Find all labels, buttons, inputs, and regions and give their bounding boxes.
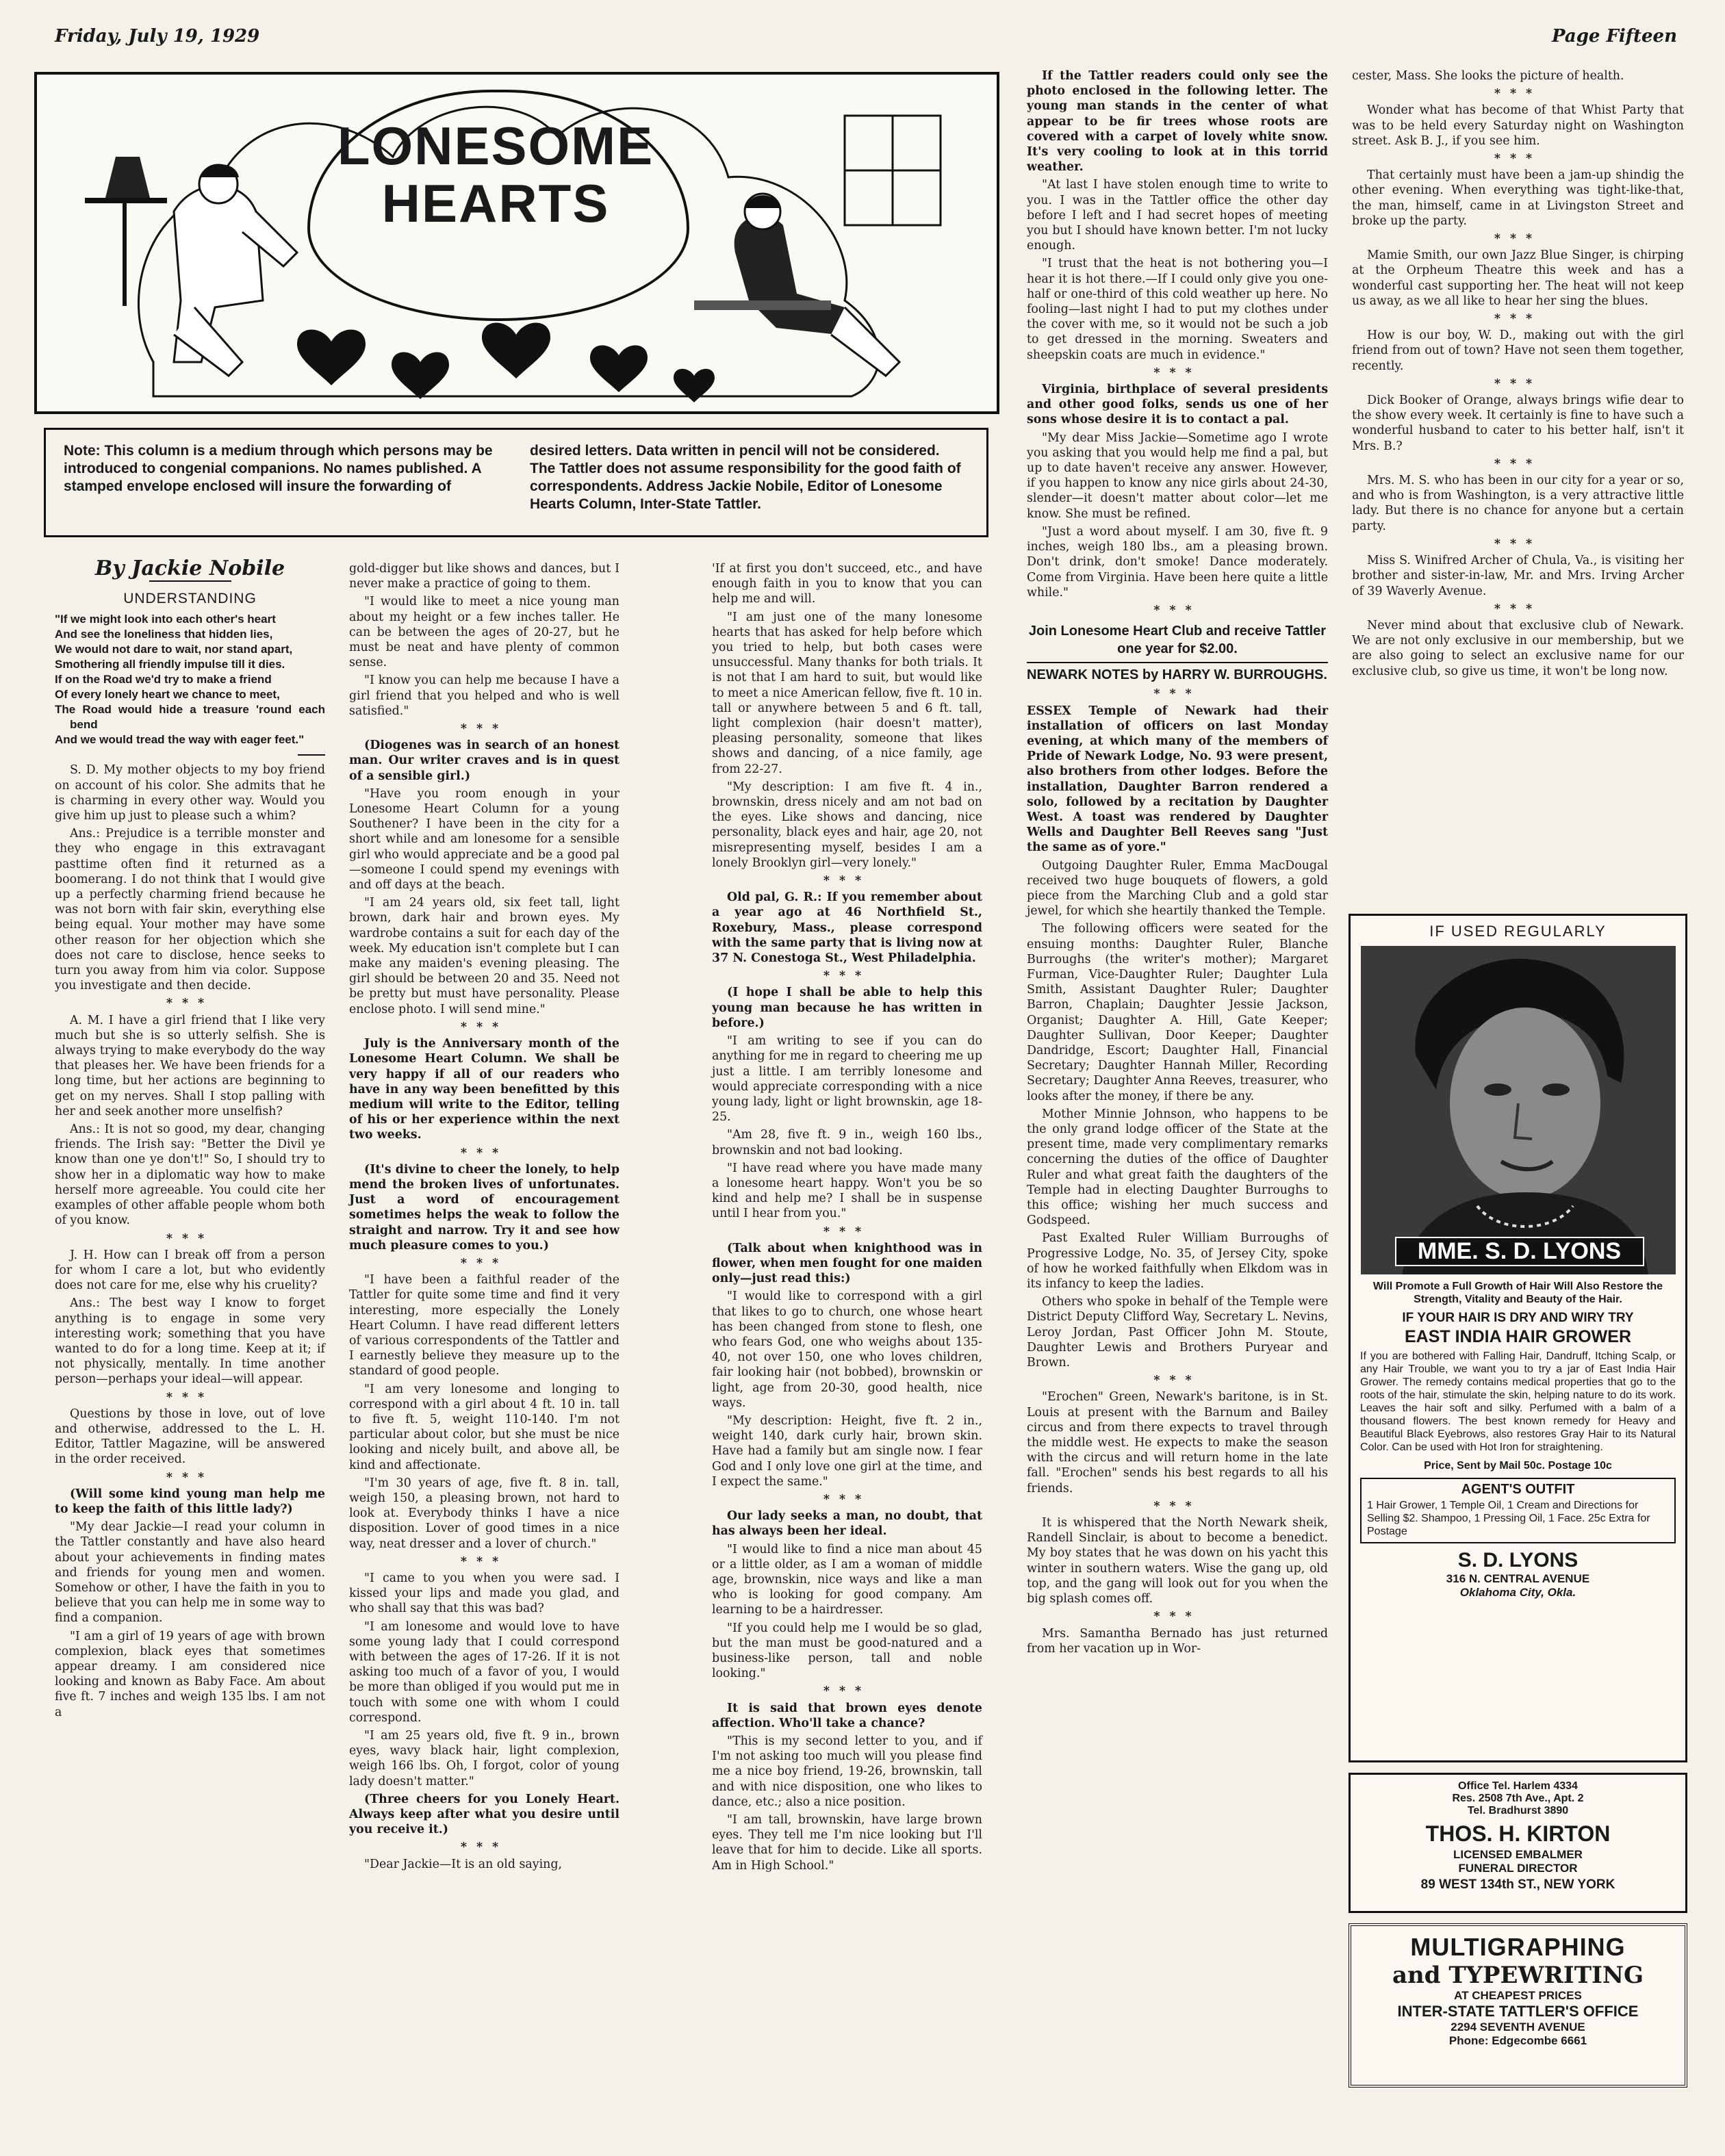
paragraph: cester, Mass. She looks the picture of health. xyxy=(1352,69,1624,83)
paragraph: Outgoing Daughter Ruler, Emma MacDougal received two huge bouquets of flowers, a gold piece from the Marching Club and a gold star jewel, for which she heartily thanked the Temple. xyxy=(1027,858,1328,919)
ad-try-line: IF YOUR HAIR IS DRY AND WIRY TRY xyxy=(1402,1311,1634,1325)
paragraph: "I am 25 years old, five ft. 9 in., brown eyes, wavy black hair, light complexion, weigh 166 lbs. Oh, I forgot, color of young lady doesn't matter." xyxy=(349,1729,619,1788)
paragraph: Ans.: The best way I know to forget anything is to engage in some very interesting work; something that you have wanted to do for a long time. Keep at it; if not physically, mentally. In time another person—perhaps your ideal—will appear. xyxy=(55,1296,325,1387)
separator: *** xyxy=(823,1492,871,1506)
paragraph: Old pal, G. R.: If you remember about a year ago at 46 Northfield St., Roxebury, Mass., please correspond with the same party that is living now at 37 N. Conestoga St., West Philadelphia. xyxy=(712,890,982,966)
poem-line: If on the Road we'd try to make a friend xyxy=(55,673,272,686)
note-left: Note: This column is a medium through which persons may be introduced to congenial companions. No names published. A stamped envelope enclosed will insure the forwarding of xyxy=(64,443,493,494)
paragraph: "Dear Jackie—It is an old saying, xyxy=(364,1857,563,1871)
price-line: AT CHEAPEST PRICES xyxy=(1454,1989,1582,2002)
paragraph: S. D. My mother objects to my boy friend on account of his color. She admits that he is charming in every other way. Would you give him up just to please such a whim? xyxy=(55,763,325,823)
service-1: MULTIGRAPHING xyxy=(1410,1933,1626,1961)
title-line: FUNERAL DIRECTOR xyxy=(1458,1862,1578,1875)
separator: *** xyxy=(1494,152,1542,166)
paragraph: J. H. How can I break off from a person for whom I care a lot, but who evidently does not care for me, else why his cruelity? xyxy=(55,1248,325,1293)
paragraph: Our lady seeks a man, no doubt, that has always been her ideal. xyxy=(712,1509,982,1539)
paragraph: (It's divine to cheer the lonely, to help mend the broken lives of unfortunates. Just a word of encouragement sometimes helps the weak to follow the straight and narrow. Try it and see how much pleasure comes to you.) xyxy=(349,1162,619,1253)
paragraph: July is the Anniversary month of the Lonesome Heart Column. We shall be very happy if all of our readers who have in any way been benefitted by this medium will write to the Editor, telling of his or her experience within the next two weeks. xyxy=(349,1037,619,1142)
paragraph: "This is my second letter to you, and if I'm not asking too much will you please find me a nice boy friend, 19-26, brownskin, tall and with nice disposition, one who likes to dance, etc.; also a nice position. xyxy=(712,1734,982,1809)
title-line-2: HEARTS xyxy=(381,173,610,233)
name-plate: MME. S. D. LYONS xyxy=(1395,1237,1644,1266)
paragraph: "I'm 30 years of age, five ft. 8 in. tall, weigh 150, a pleasing brown, not hard to look at. Everybody thinks I have a nice disposition. Lover of good times in a nice way, neat dresser and a lover of church." xyxy=(349,1476,619,1551)
rule xyxy=(1027,662,1328,663)
paragraph: Virginia, birthplace of several presidents and other good folks, sends us one of her sons whose desire it is to contact a pal. xyxy=(1027,383,1328,427)
paragraph: "I would like to meet a nice young man about my height or a few inches taller. He can be between the ages of 20-27, but he must be neat and have plenty of common sense. xyxy=(349,595,619,670)
page-number: Page Fifteen xyxy=(1552,26,1677,47)
ad-signature: S. D. LYONS xyxy=(1457,1549,1579,1571)
paragraph: How is our boy, W. D., making out with the girl friend from out of town? Have not seen them together, recently. xyxy=(1352,329,1684,373)
separator: *** xyxy=(460,1554,509,1569)
paragraph: "I would like to find a nice man about 45 or a little older, as I am a woman of middle age, brownskin, nice ways and like a man who is looking for good company. Am learning to be a hairdresser. xyxy=(712,1542,982,1617)
agent-outfit-body: 1 Hair Grower, 1 Temple Oil, 1 Cream and Directions for Selling $2. Shampoo, 1 Pressing Oil, 1 Face. 25c Extra for Postage xyxy=(1367,1500,1650,1537)
byline-rule xyxy=(149,580,231,582)
column-5 xyxy=(1352,68,1684,682)
poem-line: We would not dare to wait, nor stand apart, xyxy=(55,643,293,656)
lonesome-hearts-banner xyxy=(34,72,999,414)
ad-address-1: 316 N. CENTRAL AVENUE xyxy=(1446,1572,1590,1585)
paragraph: "My description: I am five ft. 4 in., brownskin, dress nicely and am not bad on the eyes. Like shows and dancing, nice personality, black eyes and hair, age 20, not misrepresenting myself, besides I am a lonely Brooklyn girl—very lonely." xyxy=(712,780,982,870)
paragraph: The following officers were seated for the ensuing months: Daughter Ruler, Blanche Burroughs (the writer's mother); Margaret Furman, Vice-Daughter Ruler; Daughter Lula Smith, Assistant Daughter Ruler; Daughter Barron, Chaplain; Daughter Jessie Jackson, Organist; Daughter A. Hill, Gate Keeper; Daughter Sullivan, Door Keeper; Daughter Dandridge, Escort; Daughter Hall, Financial Secretary; Daughter Hannah Miller, Recording Secretary; Daughter Anna Reeves, treasurer, who looks after the money, if there be any. xyxy=(1027,922,1328,1103)
office-address: 2294 SEVENTH AVENUE xyxy=(1451,2020,1585,2033)
poem-title: UNDERSTANDING xyxy=(123,591,257,607)
paragraph: "I know you can help me because I have a girl friend that you helped and who is well satisfied." xyxy=(349,673,619,718)
product-name: EAST INDIA HAIR GROWER xyxy=(1404,1327,1632,1346)
separator: *** xyxy=(166,1390,214,1404)
multigraphing-advertisement xyxy=(1349,1923,1687,2088)
paragraph: "My dear Jackie—I read your column in the Tattler constantly and have also heard about your achievements in finding mates and friends for young men and women. Somehow or other, I have the faith in you to believe that you can help me in some way to find a companion. xyxy=(55,1520,325,1626)
paragraph: (Diogenes was in search of an honest man. Our writer craves and is in quest of a sensible girl.) xyxy=(349,739,619,783)
separator: *** xyxy=(1494,87,1542,101)
paragraph: Mother Minnie Johnson, who happens to be the only grand lodge officer of the State at the present time, made very complimentary remarks concerning the duties of the office of Daughter Ruler and what great faith the daughters of the Temple had in electing Daughter Burroughs to this office; wishing her much success and Godspeed. xyxy=(1027,1107,1328,1228)
separator: *** xyxy=(1153,603,1201,617)
paragraph: Past Exalted Ruler William Burroughs of Progressive Lodge, No. 35, of Jersey City, spoke of how he worked faithfully when Elkdom was in its infancy to keep the ladies. xyxy=(1027,1231,1328,1292)
poem-line: "If we might look into each other's heart xyxy=(55,613,276,626)
poem xyxy=(55,612,325,747)
separator: *** xyxy=(1494,537,1542,551)
paragraph: "If you could help me I would be so glad, but the man must be good-natured and a business-like person, tall and noble looking." xyxy=(712,1621,982,1681)
poem-line: The Road would hide a treasure 'round each bend xyxy=(55,703,325,732)
office-phone: Phone: Edgecombe 6661 xyxy=(1448,2034,1587,2047)
hair-grower-advertisement xyxy=(1349,914,1687,1762)
separator: *** xyxy=(166,1231,214,1246)
paragraph: Others who spoke in behalf of the Temple were District Deputy Clifford Way, Secretary L. Nevins, Leroy Jordan, Past Officer John M. Stoute, Daughter Lewis and Brothers Puryear and Brown. xyxy=(1027,1295,1328,1370)
paragraph: A. M. I have a girl friend that I like very much but she is so utterly selfish. She is always trying to make everybody do the way that pleases her. We have been friends for a long time, but her actions are beginning to get on my nerves. Shall I stop palling with her and seek another more unselfish? xyxy=(55,1013,325,1118)
director-address: 89 WEST 134th ST., NEW YORK xyxy=(1420,1877,1615,1892)
paragraph: "I am writing to see if you can do anything for me in regard to cheering me up just a little. I am terribly lonesome and would appreciate corresponding with a nice young lady, light or light brownskin, age 18-25. xyxy=(712,1034,982,1125)
office-phone: Office Tel. Harlem 4334 xyxy=(1458,1780,1578,1792)
funeral-director-advertisement xyxy=(1349,1773,1687,1913)
newark-notes-heading: NEWARK NOTES by HARRY W. BURROUGHS. xyxy=(1027,667,1327,683)
paragraph: (Talk about when knighthood was in flower, when men fought for one maiden only—just read this:) xyxy=(712,1241,982,1286)
paragraph: "My dear Miss Jackie—Sometime ago I wrote you asking that you would help me find a pal, but up to date haven't receive any answer. However, if you happen to know any nice girls about 24-30, slender—it doesn't matter about color—let me know. She must be refined. xyxy=(1027,431,1328,521)
residence-phone: Tel. Bradhurst 3890 xyxy=(1467,1805,1569,1817)
byline: By Jackie Nobile xyxy=(94,556,285,580)
paragraph: "I have read where you have made many a lonesome heart happy. Won't you be so kind and help me? I shall be in suspense until I hear from you." xyxy=(712,1161,982,1221)
paragraph: "Just a word about myself. I am 30, five ft. 9 inches, weigh 180 lbs., am a pleasing brown. Don't drink, don't smoke! Dance moderately. Come from Virginia. Have been here quite a little while." xyxy=(1027,524,1328,600)
service-2: and TYPEWRITING xyxy=(1392,1962,1644,1989)
separator: *** xyxy=(823,969,871,984)
ad-price: Price, Sent by Mail 50c. Postage 10c xyxy=(1424,1460,1612,1472)
paragraph: Mrs. M. S. who has been in our city for a year or so, and who is from Washington, is a very attractive little lady. But there is no chance for anyone but a certain party. xyxy=(1352,474,1684,533)
separator: *** xyxy=(1153,1374,1201,1388)
column-3 xyxy=(712,561,982,1876)
column-2 xyxy=(349,561,619,1875)
rule xyxy=(298,754,325,756)
paragraph: ESSEX Temple of Newark had their installation of officers on last Monday evening, at which many of the members of Pride of Newark Lodge, No. 93 were present, also brothers from other lodges. Before the installation, Daughter Barron rendered a solo, followed by a recitation by Daughter West. A toast was rendered by Daughter Wells and Daughter Bell Reeves sang "Just the same as of yore." xyxy=(1027,704,1328,855)
separator: *** xyxy=(460,1020,509,1034)
paragraph: "I am a girl of 19 years of age with brown complexion, black eyes that sometimes appear dreamy. I am considered nice looking and known as Baby Face. Am about five ft. 7 inches and weigh 135 lbs. I am not a xyxy=(55,1629,325,1719)
separator: *** xyxy=(460,1256,509,1270)
separator: *** xyxy=(1153,365,1201,380)
separator: *** xyxy=(1494,457,1542,471)
paragraph: It is whispered that the North Newark sheik, Randell Sinclair, is about to become a benedict. My boy states that he was down on his yacht this winter in southern waters. Wise the gang up, old top, and the gang will look out for you when the big splash comes off. xyxy=(1027,1516,1328,1606)
column-note-box xyxy=(44,428,988,537)
director-name: THOS. H. KIRTON xyxy=(1425,1821,1611,1846)
office-name: INTER-STATE TATTLER'S OFFICE xyxy=(1397,2003,1639,2020)
agent-outfit-box xyxy=(1360,1478,1676,1543)
separator: *** xyxy=(1494,602,1542,616)
separator: *** xyxy=(1494,376,1542,391)
separator: *** xyxy=(460,1146,509,1160)
paragraph: "Have you room enough in your Lonesome Heart Column for a young Southener? I have been in the city for a short while and am lonesome for a sensible girl who would appreciate and be a good pal—someone I could spend my evenings with and off days at the beach. xyxy=(349,786,619,893)
ad-body: If you are bothered with Falling Hair, Dandruff, Itching Scalp, or any Hair Trouble, we want you to try a jar of East India Hair Grower. The remedy contains medical properties that go to the roots of the hair, stimulate the skin, helping nature to do its work. Leaves the hair soft and silky. Perfumed with a balm of a thousand flowers. The best known remedy for Heavy and Beautiful Black Eyebrows, also restores Gray Hair to its Natural Color. Can be used with Hot Iron for straightening. xyxy=(1360,1350,1676,1453)
paragraph: "I am very lonesome and longing to correspond with a girl about 4 ft. 10 in. tall to five ft. 5, weight 110-140. I'm not particular about color, but she must be nice looking and nicely built, and above all, be kind and affectionate. xyxy=(349,1382,619,1472)
separator: *** xyxy=(1153,687,1201,702)
paragraph: Never mind about that exclusive club of Newark. We are not only exclusive in our membership, but we are also going to select an exclusive name for our exclusive club, so give us time, it won't be long now. xyxy=(1352,618,1684,678)
paragraph: Miss S. Winifred Archer of Chula, Va., is visiting her brother and sister-in-law, Mr. and Mrs. Irving Archer of 39 Waverly Avenue. xyxy=(1352,554,1684,598)
paragraph: "I would like to correspond with a girl that likes to go to church, one whose heart has been changed from stone to flesh, one who fears God, one who weighs about 135-40, not over 150, one who loves children, fair looking hair (not bobbed), brownskin or light, age from 20-30, good health, nice ways. xyxy=(712,1289,982,1410)
paragraph: "Erochen" Green, Newark's baritone, is in St. Louis at present with the Barnum and Bailey circus and from there expects to travel through the middle west. He expects to make the season with the circus and will return home in the late fall. "Erochen" sends his best regards to all his friends. xyxy=(1027,1390,1328,1496)
portrait-photo xyxy=(1361,946,1676,1274)
paragraph: "I am 24 years old, six feet tall, light brown, dark hair and brown eyes. My wardrobe contains a suit for each day of the week. My education isn't complete but I can make any maiden's evening pleasing. The girl should be between 20 and 35. Need not be pretty but must have personality. Please enclose photo. I will send mine." xyxy=(349,896,619,1016)
residence: Res. 2508 7th Ave., Apt. 2 xyxy=(1452,1793,1584,1804)
issue-date: Friday, July 19, 1929 xyxy=(55,26,260,47)
paragraph: Wonder what has become of that Whist Party that was to be held every Saturday night on Washington street. Ask B. J., if you see him. xyxy=(1352,103,1684,148)
separator: *** xyxy=(823,1224,871,1239)
paragraph: "I have been a faithful reader of the Tattler for quite some time and find it very interesting, more especially the Lonely Heart Column. I have read different letters of various correspondents of the Tattler and I earnestly believe they measure up to the standard of good people. xyxy=(349,1273,619,1378)
paragraph: gold-digger but like shows and dances, but I never make a practice of going to them. xyxy=(349,562,619,591)
paragraph: Dick Booker of Orange, always brings wifie dear to the show every week. It certainly is fine to have such a wonderful husband to cater to his better half, isn't it Mrs. B.? xyxy=(1352,394,1684,453)
license-line: LICENSED EMBALMER xyxy=(1453,1848,1583,1861)
paragraph: "I am tall, brownskin, have large brown eyes. They tell me I'm nice looking but I'll leave that for him to decide. Like all sports. Am in High School." xyxy=(712,1813,982,1873)
separator: *** xyxy=(1494,312,1542,326)
ad-headline: IF USED REGULARLY xyxy=(1429,923,1607,940)
separator: *** xyxy=(166,1470,214,1485)
paragraph: "I am just one of the many lonesome hearts that has asked for help before which you tried to help, but both cases were unsuccessful. Many thanks for both trials. It is not that I am hard to suit, but would like to meet a nice American fellow, five ft. 10 in. tall or anywhere between 5 and 6 ft. tall, light complexion (hair doesn't matter), pleasing personality, someone that likes shows and dancing, of a nice family, age from 22-27. xyxy=(712,610,982,776)
paragraph: Mrs. Samantha Bernado has just returned from her vacation up in Wor- xyxy=(1027,1626,1328,1656)
column-4 xyxy=(1027,68,1328,1659)
paragraph: Mamie Smith, our own Jazz Blue Singer, is chirping at the Orpheum Theatre this week and has a wonderful cast supporting her. The heat will not keep us away, as we all like to hear her sing the blues. xyxy=(1352,248,1684,308)
poem-line: And see the loneliness that hidden lies, xyxy=(55,628,273,641)
poem-line: And we would tread the way with eager feet." xyxy=(55,733,305,747)
separator: *** xyxy=(823,874,871,888)
paragraph: Questions by those in love, out of love and otherwise, addressed to the L. H. Editor, Tattler Magazine, will be answered in the order received. xyxy=(55,1407,325,1467)
paragraph: (Three cheers for you Lonely Heart. Always keep after what you desire until you receive it.) xyxy=(349,1792,619,1837)
paragraph: Ans.: Prejudice is a terrible monster and they who engage in this extravagant pasttime often find it returned as a boomerang. I do not think that I would give up a perfectly charming friend because he was not born with fair skin, everything else being equal. Your mother may have some other reason for her objection which she does not care to disclose, hence seeks to turn you away from him via color. Suppose you investigate and then decide. xyxy=(55,827,325,993)
poem-line: Smothering all friendly impulse till it dies. xyxy=(55,658,285,671)
separator: *** xyxy=(166,997,214,1011)
poem-line: Of every lonely heart we chance to meet, xyxy=(55,688,280,702)
separator: *** xyxy=(1494,232,1542,246)
join-club-notice: Join Lonesome Heart Club and receive Tattler one year for $2.00. xyxy=(1028,624,1327,657)
page-title xyxy=(318,117,674,232)
ad-address-2: Oklahoma City, Okla. xyxy=(1459,1586,1576,1599)
paragraph: "Am 28, five ft. 9 in., weigh 160 lbs., brownskin and not bad looking. xyxy=(712,1128,982,1157)
paragraph: (Will some kind young man help me to keep the faith of this little lady?) xyxy=(55,1487,325,1516)
note-right: desired letters. Data written in pencil will not be considered. The Tattler does not assume responsibility for the good faith of correspondents. Address Jackie Nobile, Editor of Lonesome Hearts Column, Inter-State Tattler. xyxy=(530,443,961,512)
paragraph: If the Tattler readers could only see the photo enclosed in the following letter. The young man stands in the center of what appear to be fir trees whose roots are covered with a carpet of lovely white snow. It's very cooling to look at in this torrid weather. xyxy=(1027,69,1328,175)
paragraph: Ans.: It is not so good, my dear, changing friends. The Irish say: "Better the Divil ye know than one ye don't!" So, I should try to show her in a diplomatic way how to make herself more agreeable. You could cite her examples of other affable people whom both of you know. xyxy=(55,1122,325,1228)
paragraph: That certainly must have been a jam-up shindig the other evening. When everything was tight-like-that, the man, himself, came in at Livingston Street and broke up the party. xyxy=(1352,168,1684,228)
paragraph: It is said that brown eyes denote affection. Who'll take a chance? xyxy=(712,1701,982,1730)
ad-promo: Will Promote a Full Growth of Hair Will Also Restore the Strength, Vitality and Beauty of the Hair. xyxy=(1372,1281,1663,1305)
separator: *** xyxy=(460,1840,509,1855)
paragraph: "I came to you when you were sad. I kissed your lips and made you glad, and who shall say that this was bad? xyxy=(349,1571,619,1616)
portrait-illustration xyxy=(1361,946,1676,1274)
title-line-1: LONESOME xyxy=(337,116,654,176)
paragraph: "At last I have stolen enough time to write to you. I was in the Tattler office the other day before I left and I had secret hopes of meeting you but I should have known better. I'm not lucky enough. xyxy=(1027,178,1328,253)
separator: *** xyxy=(460,722,509,736)
separator: *** xyxy=(1153,1610,1201,1624)
column-1 xyxy=(55,556,325,1723)
agent-outfit-title: AGENT'S OUTFIT xyxy=(1461,1482,1575,1497)
paragraph: (I hope I shall be able to help this young man because he has written in before.) xyxy=(712,986,982,1030)
paragraph: "I trust that the heat is not bothering you—I hear it is hot there.—If I could only give you one-half or one-third of this cold weather up here. No fooling—last night I had to put my clothes under the cover with me, so it would not be such a job to get dressed in the morning. Sweaters and sheepskin coats are much in evidence." xyxy=(1027,257,1328,362)
separator: *** xyxy=(823,1684,871,1699)
paragraph: "My description: Height, five ft. 2 in., weight 140, dark curly hair, brown skin. Have had a family but am single now. I fear God and I only love one girl at the time, and I expect the same." xyxy=(712,1413,982,1489)
paragraph: 'If at first you don't succeed, etc., and have enough faith in you to know that you can help me and will. xyxy=(712,562,982,606)
paragraph: "I am lonesome and would love to have some young lady that I could correspond with between the ages of 17-26. If it is not asking too much of a favor of you, I would be more than obliged if you would put me in touch with some one with whom I could correspond. xyxy=(349,1619,619,1725)
separator: *** xyxy=(1153,1499,1201,1513)
